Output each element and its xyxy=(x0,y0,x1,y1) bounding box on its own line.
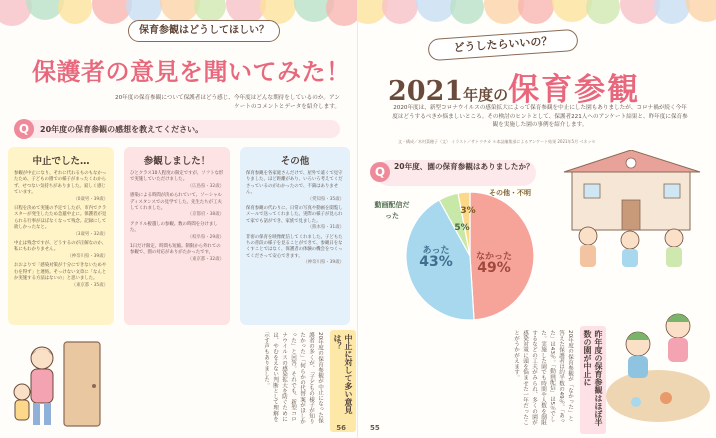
vertical-heading: 中止に対して多い意見は？ xyxy=(330,330,356,432)
column-other xyxy=(240,147,350,325)
pie-value-video: 5% xyxy=(454,223,470,233)
comment: アクリル板越しの参観。数の時間を分けました。 （岐阜県・29歳） xyxy=(130,221,224,240)
vertical-body-text: 20年度の保育参観が「なかった」と答えた保護者は約半数の49％。「あった」は43％。「動画配信」は5％でした。実施した園でも時間や人数を制限するなどの工夫がみられ、多くの園が感染対策に頭を悩ませた一年だったことがうかがえます。 xyxy=(513,330,573,426)
main-title: 保護者の意見を聞いてみた！ xyxy=(32,58,351,86)
comment: 保育参観を各家庭さんだけで、屋外で遠くで見守りました。ほど距離があり、いろいろ考えてくださっているのがわかったので、不満はありません。 （愛知県・35歳） xyxy=(246,171,344,202)
page-number: 56 xyxy=(336,424,346,432)
question-badge: Q xyxy=(14,119,34,139)
lead-text: 20年度の保育参観について保護者はどう感じ、今年度はどんな期待をしているのか。アンケートのコメントとデータを紹介します。 xyxy=(115,95,340,110)
credit-line: 文・構成／木村菜穂子（文） イラスト／サトウチカ ＊本誌編集部によるアンケート結果 2021年5月 ベネッセ xyxy=(398,139,596,144)
sandbox-children-illustration xyxy=(604,286,712,426)
comment: 感染による時間が決められていて、ソーシャルディスタンスでの見学でした。先生たちが工夫してくれました。 （京都府・38歳） xyxy=(130,193,224,218)
pie-label-other: その他・不明 xyxy=(489,189,531,197)
column-heading: 参観しました！ xyxy=(143,156,211,167)
comment: おおよりで「感染対策が十分にできないためやむを得ず」と連絡。そっけない文章に「なんとか実施する方法はないの」と思いました。 （東京都・35歳） xyxy=(14,263,108,288)
page-number: 55 xyxy=(370,424,380,432)
pie-label-video: 動画配信だった xyxy=(374,201,410,220)
column-heading: その他 xyxy=(280,156,310,167)
comment: 参観が中止になり、それに代わるものもなかったため、子どもの園での様子がまったくわからず、せつない気持ちがありました。寂しく感じています。 （0歳男・39歳） xyxy=(14,171,108,202)
subtitle-pill: 保育参観はどうしてほしい？ xyxy=(128,20,280,42)
comment: ひとクラス10人程度の限定ですが、ソフトな形で実施していただけました。 （広島県・32歳） xyxy=(130,171,224,189)
comment: 保育参観の代わりに、日常の写真や動画を閲覧しメールで送ってくれました。実際の様子が見られて家でも話ができ、家族で見ました。 （熊本県・31歳） xyxy=(246,206,344,231)
pie-label-no: なかった 49% xyxy=(475,252,512,276)
right-page xyxy=(358,0,716,438)
question-text: 20年度の保育参観の感想を教えてください。 xyxy=(40,125,204,134)
comment: 中止は残念ですが、どうするのが正解なのか、私にもわかりません。 （神奈川県・39歳） xyxy=(14,241,108,259)
title-big: 保育参観 xyxy=(508,72,641,108)
vertical-heading: 昨年度の保育参観はほぼ半数の園が中止に xyxy=(580,326,606,434)
year-title xyxy=(388,64,640,109)
column-canceled xyxy=(8,147,114,325)
question-text: 20年度、園の保育参観はありましたか？ xyxy=(394,162,534,171)
mother-child-illustration xyxy=(10,334,114,430)
nursery-building-illustration xyxy=(554,150,710,268)
lead-text: 2020年度は、新型コロナウイルスの感染拡大によって保育参観を中止にした園もありましたが、コロナ禍が続く今年度はどうするべきか悩ましいところ。その検討のヒントとして、保護者221人へのアンケート結果と、昨年度に保育参観を実施した園の事例を紹介します。 xyxy=(392,105,688,128)
column-heading: 中止でした… xyxy=(32,156,90,167)
title-mid: 年度の xyxy=(463,86,509,104)
subtitle-pill: どうしたらいいの？ xyxy=(427,29,578,61)
pie-value-other: 3% xyxy=(460,206,476,216)
year: 2021 xyxy=(388,76,464,107)
comment: 1日だけ限定、時間も短縮。制限から外れての参観で、園の対応がありがたかったです。 （東京都・32歳） xyxy=(130,244,224,262)
comment: 日程を決めて実施の予定でしたが、市内でクラスターが発生したため急遽中止に。保護者が見られる行事がほぼなくなって残念。記録にして欲しかったなと。 （3歳男・32歳） xyxy=(14,206,108,237)
vertical-body-text: 20年度の保育参観が中止になった保護者の多くが、「子どもの様子が知りたかった」「何らかの代替案がほしかった」と回答。それでも、新型コロナウイルスの感染拡大を防ぐためには、やむをえない判断として理解を示す声もありました。 xyxy=(263,332,323,425)
column-attended xyxy=(124,147,230,325)
question-badge: Q xyxy=(370,162,390,182)
comment: 非密の保育を映像配信してくれました。子どもたちの普段の様子を見ることができて、参観日をなくすことではなく、保護者の体験の機会をつくってくださって安心できます。 （神奈川県・39歳） xyxy=(246,234,344,266)
pie-label-yes: あった 43% xyxy=(419,246,453,270)
